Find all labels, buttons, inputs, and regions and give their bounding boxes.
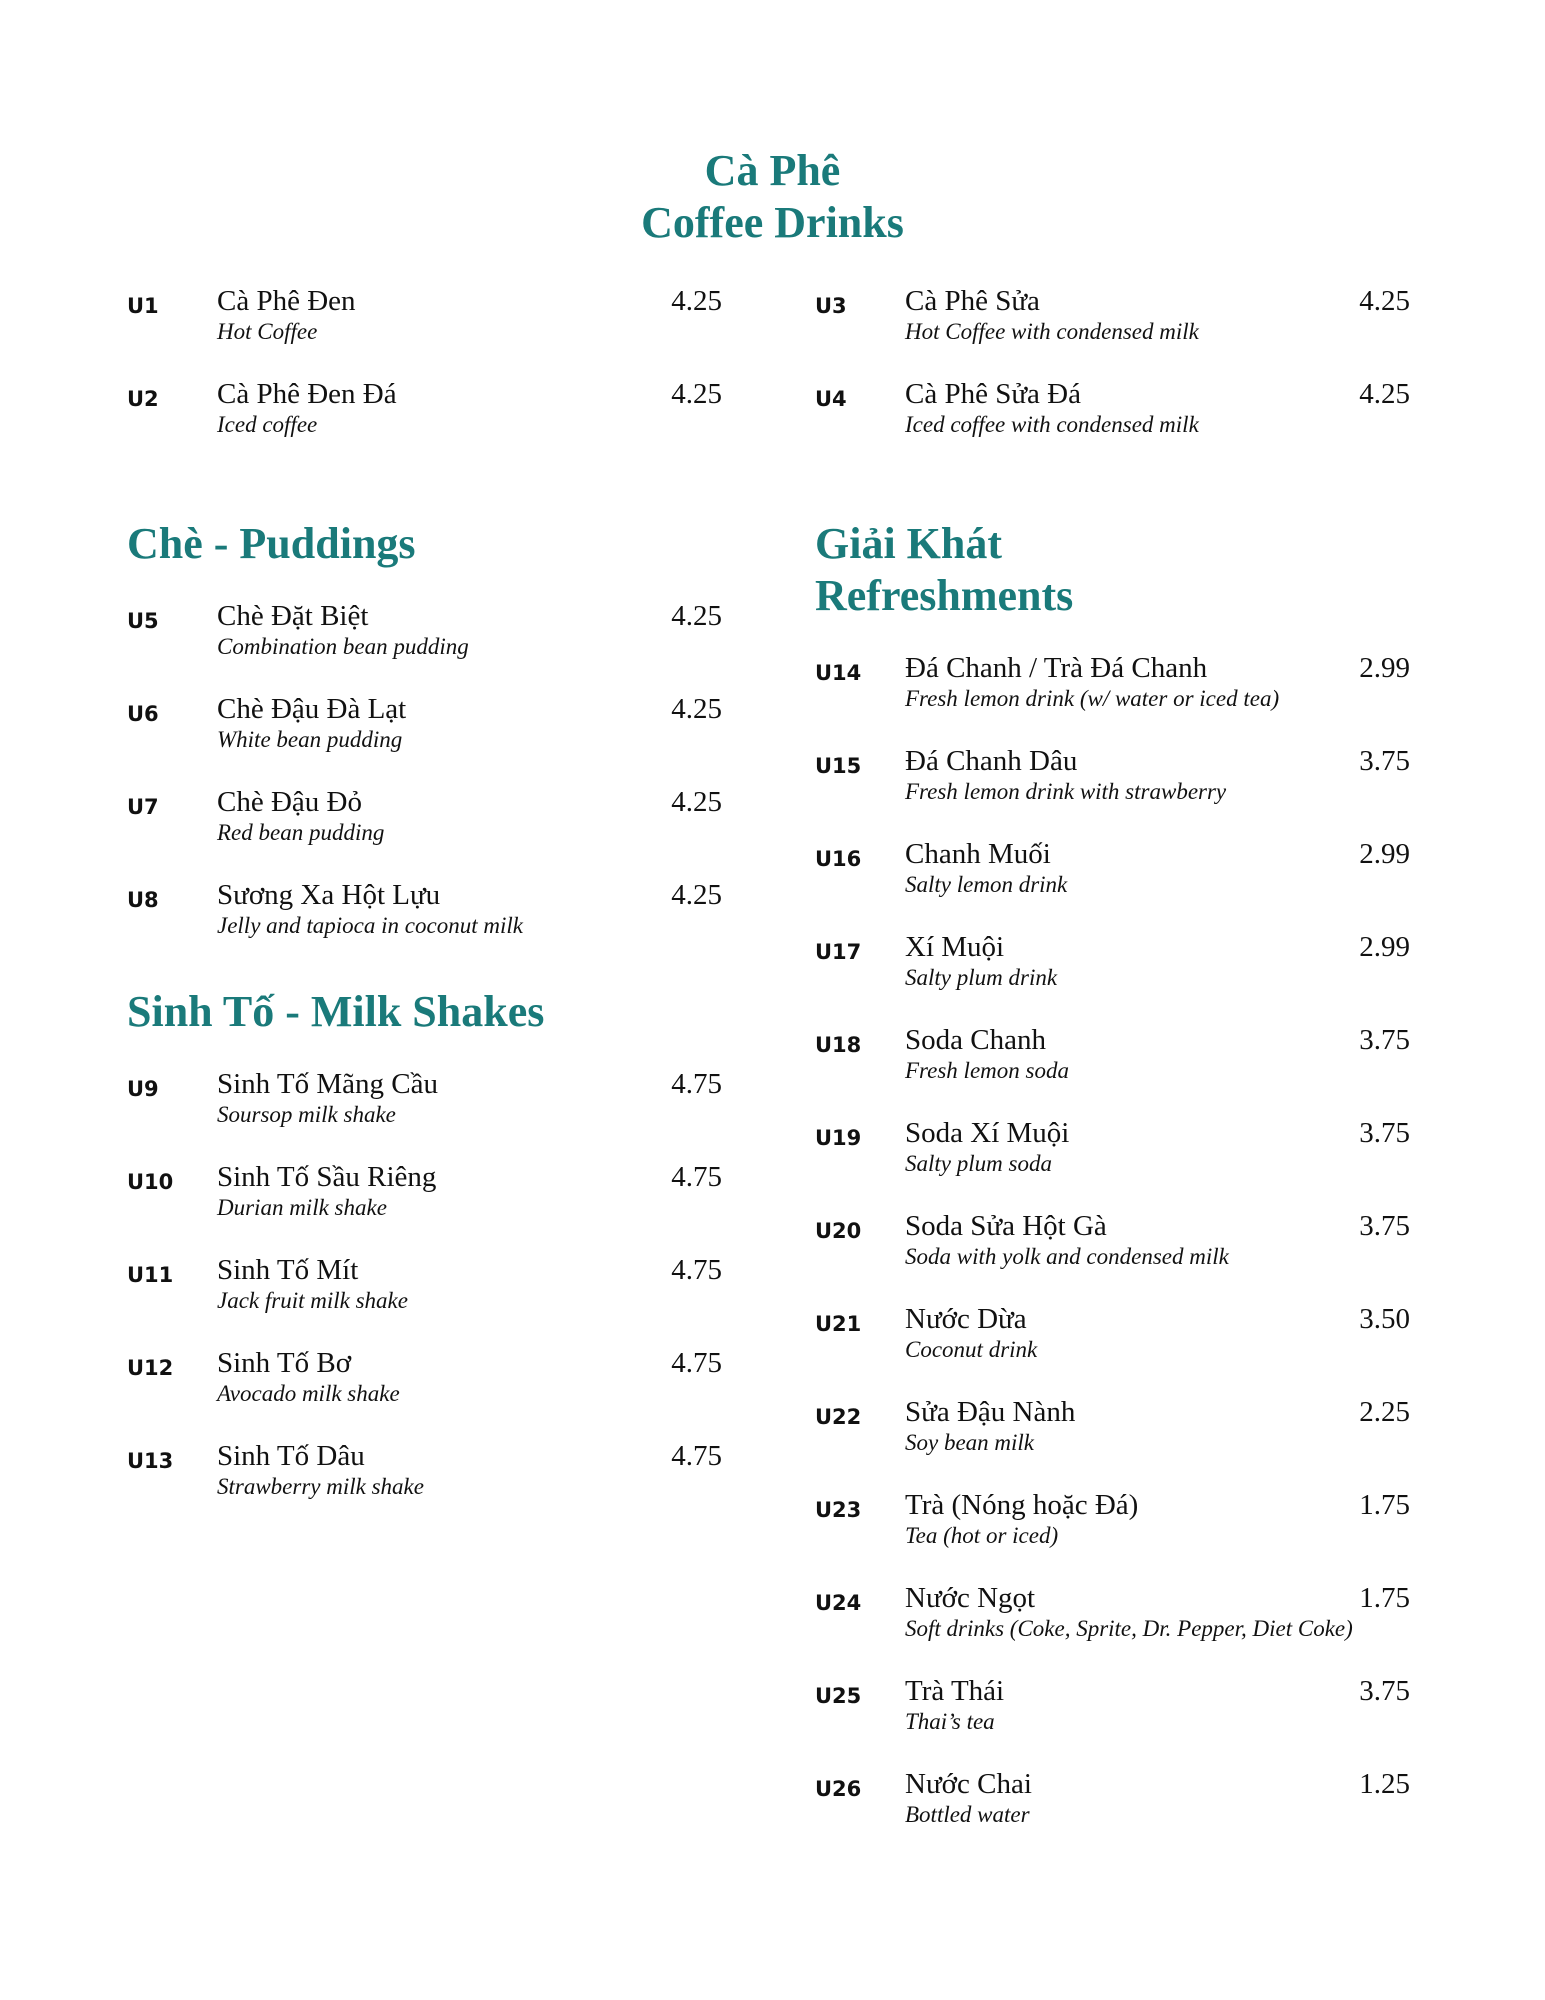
refreshments-title-en: Refreshments	[815, 571, 1074, 620]
item-price: 4.25	[671, 285, 722, 317]
item-name: Trà Thái	[905, 1675, 1005, 1707]
item-price: 4.75	[671, 1068, 722, 1100]
item-code: U25	[815, 1684, 862, 1708]
menu-item	[815, 1768, 1410, 1848]
item-price: 3.75	[1359, 1210, 1410, 1242]
item-description: Strawberry milk shake	[217, 1474, 424, 1499]
item-price: 4.25	[671, 879, 722, 911]
item-description: White bean pudding	[217, 727, 403, 752]
item-code: U12	[127, 1356, 174, 1380]
item-description: Tea (hot or iced)	[905, 1523, 1059, 1548]
item-code: U17	[815, 940, 862, 964]
item-price: 2.99	[1359, 931, 1410, 963]
menu-item	[815, 745, 1410, 825]
item-code: U9	[127, 1077, 159, 1101]
item-price: 4.25	[671, 786, 722, 818]
item-description: Salty lemon drink	[905, 872, 1068, 897]
item-price: 2.99	[1359, 652, 1410, 684]
item-name: Soda Xí Muội	[905, 1117, 1070, 1149]
item-code: U26	[815, 1777, 862, 1801]
menu-item	[815, 1117, 1410, 1197]
item-code: U21	[815, 1312, 862, 1336]
item-code: U6	[127, 702, 159, 726]
menu-item	[127, 1068, 722, 1148]
item-name: Chè Đặt Biệt	[217, 600, 369, 632]
item-name: Trà (Nóng hoặc Đá)	[905, 1489, 1139, 1521]
item-description: Soda with yolk and condensed milk	[905, 1244, 1229, 1269]
item-code: U2	[127, 387, 159, 411]
item-code: U24	[815, 1591, 862, 1615]
item-code: U22	[815, 1405, 862, 1429]
item-code: U11	[127, 1263, 174, 1287]
menu-item	[127, 378, 722, 458]
menu-item	[127, 879, 722, 959]
menu-item	[815, 1396, 1410, 1476]
item-price: 4.25	[671, 378, 722, 410]
item-code: U14	[815, 661, 862, 685]
item-price: 4.75	[671, 1347, 722, 1379]
item-description: Bottled water	[905, 1802, 1030, 1827]
item-description: Red bean pudding	[217, 820, 385, 845]
item-description: Thai’s tea	[905, 1709, 995, 1734]
item-description: Fresh lemon drink with strawberry	[905, 779, 1227, 804]
item-code: U18	[815, 1033, 862, 1057]
item-code: U16	[815, 847, 862, 871]
item-description: Avocado milk shake	[217, 1381, 400, 1406]
item-description: Jack fruit milk shake	[217, 1288, 408, 1313]
item-name: Chè Đậu Đà Lạt	[217, 693, 407, 725]
item-description: Fresh lemon soda	[905, 1058, 1069, 1083]
item-name: Sinh Tố Mãng Cầu	[217, 1068, 438, 1100]
item-price: 2.25	[1359, 1396, 1410, 1428]
item-price: 2.99	[1359, 838, 1410, 870]
item-description: Salty plum soda	[905, 1151, 1052, 1176]
item-code: U19	[815, 1126, 862, 1150]
item-price: 4.75	[671, 1254, 722, 1286]
item-name: Nước Ngọt	[905, 1582, 1036, 1614]
menu-item	[815, 1303, 1410, 1383]
item-code: U8	[127, 888, 159, 912]
item-name: Nước Dừa	[905, 1303, 1027, 1335]
item-code: U5	[127, 609, 159, 633]
item-name: Sinh Tố Sầu Riêng	[217, 1161, 437, 1193]
item-price: 3.75	[1359, 745, 1410, 777]
menu-item	[127, 1440, 722, 1520]
item-price: 4.25	[671, 693, 722, 725]
coffee-title-vn: Cà Phê	[704, 146, 841, 195]
item-code: U1	[127, 294, 159, 318]
menu-item	[127, 1161, 722, 1241]
menu-item	[815, 838, 1410, 918]
item-name: Sinh Tố Dâu	[217, 1440, 365, 1472]
menu-item	[127, 1347, 722, 1427]
item-description: Soursop milk shake	[217, 1102, 396, 1127]
item-description: Soy bean milk	[905, 1430, 1035, 1455]
item-code: U20	[815, 1219, 862, 1243]
item-code: U4	[815, 387, 847, 411]
item-description: Coconut drink	[905, 1337, 1038, 1362]
item-code: U10	[127, 1170, 174, 1194]
menu-item	[815, 1675, 1410, 1755]
item-price: 3.50	[1359, 1303, 1410, 1335]
item-name: Cà Phê Sửa	[905, 285, 1040, 317]
item-price: 1.25	[1359, 1768, 1410, 1800]
item-description: Combination bean pudding	[217, 634, 469, 659]
item-name: Đá Chanh / Trà Đá Chanh	[905, 652, 1208, 684]
item-description: Durian milk shake	[217, 1195, 387, 1220]
menu-item	[815, 652, 1410, 732]
item-name: Cà Phê Sửa Đá	[905, 378, 1081, 410]
menu-item	[815, 1210, 1410, 1290]
item-name: Xí Muội	[905, 931, 1005, 963]
menu-item	[815, 931, 1410, 1011]
item-name: Cà Phê Đen	[217, 285, 356, 317]
item-description: Iced coffee with condensed milk	[905, 412, 1199, 437]
item-name: Chanh Muối	[905, 838, 1051, 870]
item-description: Iced coffee	[217, 412, 318, 437]
item-price: 1.75	[1359, 1582, 1410, 1614]
refreshments-section-heading	[815, 518, 1073, 622]
item-description: Hot Coffee with condensed milk	[905, 319, 1199, 344]
item-code: U7	[127, 795, 159, 819]
item-price: 3.75	[1359, 1024, 1410, 1056]
item-price: 4.25	[1359, 285, 1410, 317]
coffee-section-heading	[0, 145, 1545, 249]
menu-item	[127, 786, 722, 866]
item-description: Hot Coffee	[217, 319, 318, 344]
menu-item	[127, 693, 722, 773]
item-code: U13	[127, 1449, 174, 1473]
item-name: Sinh Tố Mít	[217, 1254, 359, 1286]
menu-item	[815, 285, 1410, 365]
item-name: Chè Đậu Đỏ	[217, 786, 362, 818]
item-name: Sương Xa Hột Lựu	[217, 879, 441, 911]
item-name: Soda Sửa Hột Gà	[905, 1210, 1107, 1242]
menu-item	[815, 378, 1410, 458]
item-description: Soft drinks (Coke, Sprite, Dr. Pepper, Diet Coke)	[905, 1616, 1353, 1641]
item-name: Sửa Đậu Nành	[905, 1396, 1076, 1428]
menu-item	[127, 285, 722, 365]
item-price: 4.25	[1359, 378, 1410, 410]
item-price: 3.75	[1359, 1117, 1410, 1149]
item-name: Sinh Tố Bơ	[217, 1347, 352, 1379]
menu-item	[815, 1024, 1410, 1104]
menu-item	[815, 1489, 1410, 1569]
menu-item	[815, 1582, 1410, 1662]
item-code: U15	[815, 754, 862, 778]
item-description: Salty plum drink	[905, 965, 1058, 990]
item-code: U23	[815, 1498, 862, 1522]
item-price: 4.75	[671, 1440, 722, 1472]
menu-item	[127, 1254, 722, 1334]
menu-item	[127, 600, 722, 680]
item-price: 3.75	[1359, 1675, 1410, 1707]
item-name: Nước Chai	[905, 1768, 1032, 1800]
item-name: Soda Chanh	[905, 1024, 1046, 1056]
item-name: Cà Phê Đen Đá	[217, 378, 397, 410]
item-code: U3	[815, 294, 847, 318]
refreshments-title-vn: Giải Khát	[815, 519, 1003, 568]
item-name: Đá Chanh Dâu	[905, 745, 1078, 777]
item-description: Fresh lemon drink (w/ water or iced tea)	[905, 686, 1280, 711]
item-price: 1.75	[1359, 1489, 1410, 1521]
puddings-section-heading: Chè - Puddings	[127, 519, 416, 568]
item-description: Jelly and tapioca in coconut milk	[217, 913, 523, 938]
shakes-section-heading: Sinh Tố - Milk Shakes	[127, 987, 545, 1036]
coffee-title-en: Coffee Drinks	[641, 198, 904, 247]
item-price: 4.75	[671, 1161, 722, 1193]
item-price: 4.25	[671, 600, 722, 632]
